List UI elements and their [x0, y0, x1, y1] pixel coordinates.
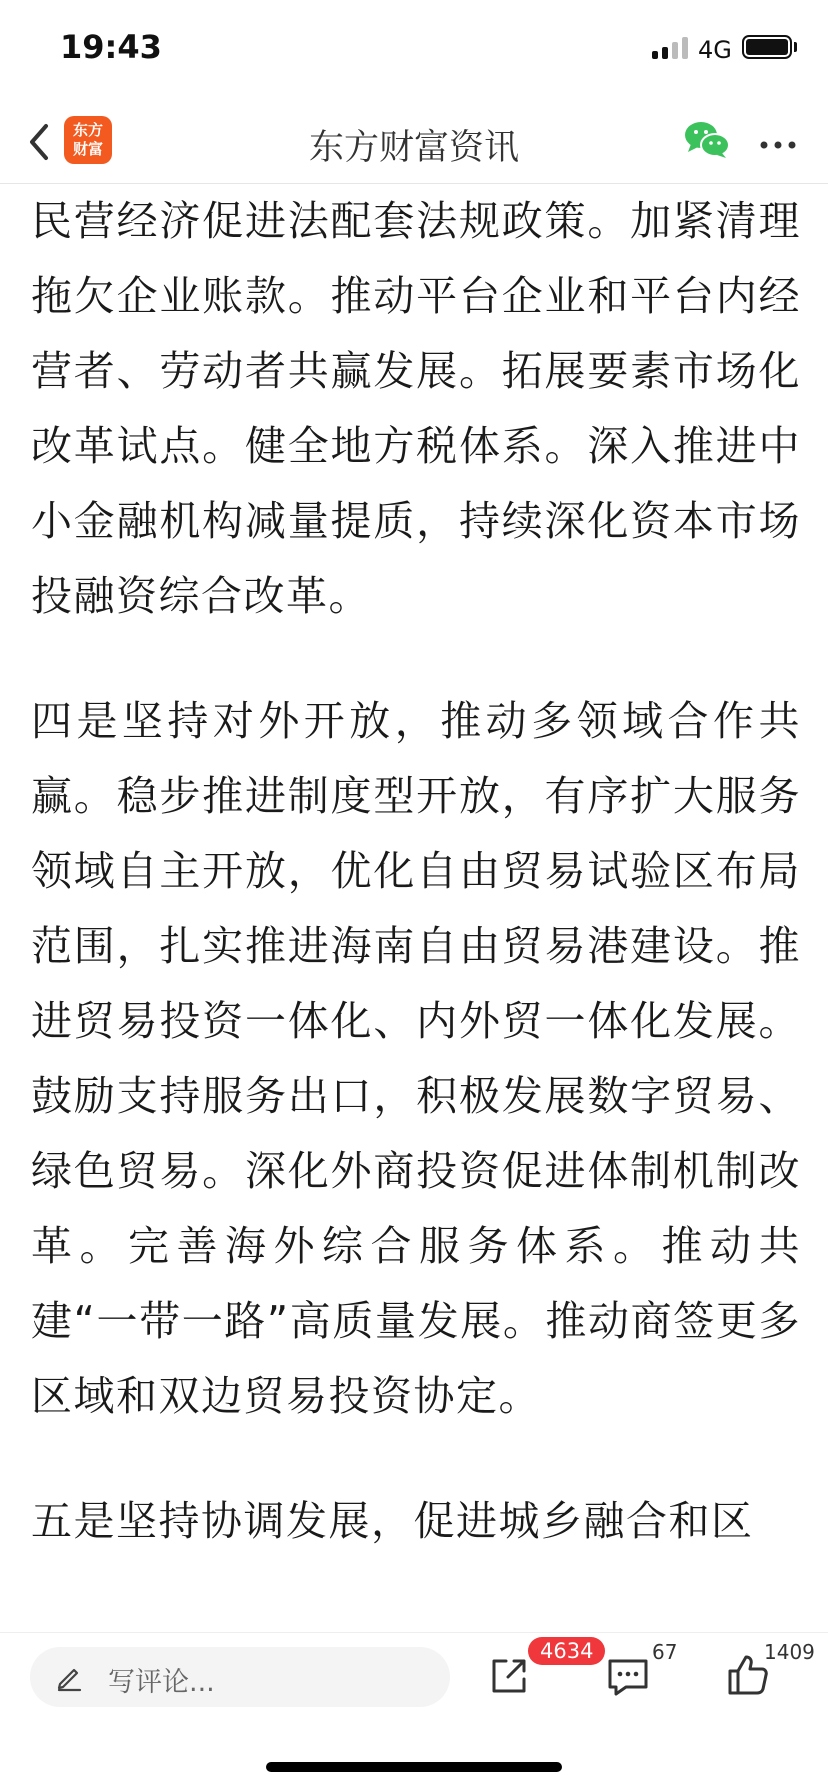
status-bar: [0, 0, 828, 100]
article-paragraph: 五是坚持协调发展，促进城乡融合和区: [31, 1497, 754, 1545]
share-icon: [488, 1655, 530, 1697]
pencil-icon: [54, 1662, 84, 1692]
home-indicator: [266, 1762, 562, 1772]
comment-placeholder: 写评论...: [108, 1667, 215, 1698]
page-title: 东方财富资讯: [308, 128, 519, 168]
comment-input[interactable]: [30, 1647, 450, 1707]
more-button[interactable]: [758, 136, 798, 148]
like-count: 1409: [764, 1640, 815, 1664]
signal-icon: [652, 37, 688, 59]
app-logo: 东方 财富: [64, 116, 112, 164]
more-dots-icon: [758, 139, 798, 151]
network-type: 4G: [698, 36, 732, 64]
article-body: [31, 184, 801, 1632]
wechat-share-button[interactable]: [684, 120, 730, 160]
battery-tip: [794, 42, 797, 52]
comment-count: 67: [652, 1640, 678, 1664]
comment-icon: [606, 1657, 650, 1697]
status-time: 19:43: [60, 28, 162, 66]
battery-icon: [742, 35, 792, 59]
article-paragraph: 四是坚持对外开放，推动多领域合作共赢。稳步推进制度型开放，有序扩大服务领域自主开放，优化自由贸易试验区布局范围，扎实推进海南自由贸易港建设。推进贸易投资一体化、内外贸一体化发展。鼓励支持服务出口，积极发展数字贸易、绿色贸易。深化外商投资促进体制机制改革。完善海外综合服务体系。推动共建“一带一路”高质量发展。推动商签更多区域和双边贸易投资协定。: [31, 697, 801, 1420]
wechat-icon: [684, 120, 730, 160]
article-paragraph: 民营经济促进法配套法规政策。加紧清理拖欠企业账款。推动平台企业和平台内经营者、劳动者共赢发展。拓展要素市场化改革试点。健全地方税体系。深入推进中小金融机构减量提质，持续深化资本市场投融资综合改革。: [31, 197, 801, 620]
share-button[interactable]: [488, 1655, 530, 1697]
comments-button[interactable]: [606, 1657, 650, 1697]
nav-bar: [0, 100, 828, 184]
share-count-badge: 4634: [528, 1637, 605, 1665]
